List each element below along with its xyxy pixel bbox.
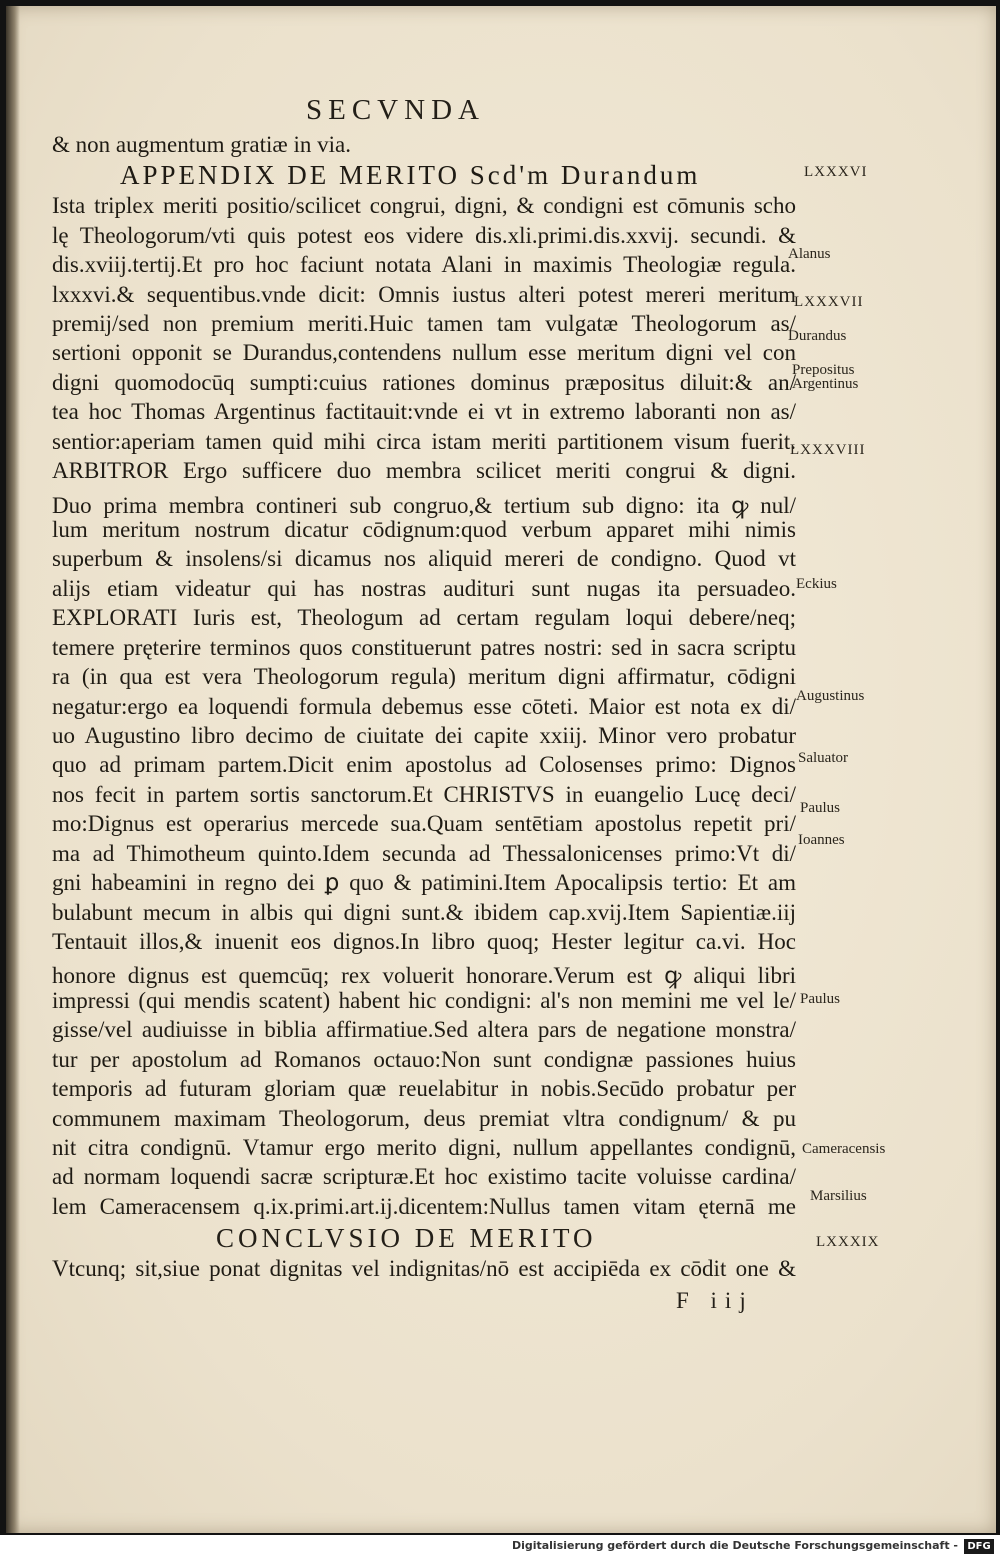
- text-line: superbum & insolens/si dicamus nos aliquid mereri de condigno. Quod vt: [52, 546, 796, 571]
- text-line: dis.xviij.tertij.Et pro hoc faciunt notata Alani in maximis Theologiæ regula.: [52, 252, 796, 277]
- text-line: lxxxvi.& sequentibus.vnde dicit: Omnis iustus alteri potest mereri meritum: [52, 282, 796, 307]
- text-line: honore dignus est quemcūq; rex voluerit honorare.Verum est ꝙ aliqui libri: [52, 963, 796, 988]
- text-line: communem maximam Theologorum, deus premiat vltra condignum/ & pu: [52, 1106, 796, 1131]
- text-line: quo ad primam partem.Dicit enim apostolus ad Colosenses primo: Dignos: [52, 752, 796, 777]
- dfg-logo: DFG: [964, 1539, 994, 1554]
- text-line: alijs etiam videatur qui has nostras audituri sunt nugas ita persuadeo.: [52, 576, 796, 601]
- margin-note-lxxxvii: LXXXVII: [794, 294, 864, 310]
- text-line: gisse/vel audiuisse in biblia affirmatiue.Sed altera pars de negatione monstra/: [52, 1017, 796, 1042]
- margin-note-durandus: Durandus: [788, 328, 847, 344]
- text-line: uo Augustino libro decimo de ciuitate dei capite xxiij. Minor vero probatur: [52, 723, 796, 748]
- text-line: temporis ad futuram gloriam quæ reuelabitur in nobis.Secūdo probatur per: [52, 1076, 796, 1101]
- text-line: lę Theologorum/vti quis potest eos videre dis.xli.primi.dis.xxvij. secundi. &: [52, 223, 796, 248]
- text-line: ad normam loquendi sacræ scripturæ.Et hoc existimo tacite voluisse cardina/: [52, 1164, 796, 1189]
- text-line: lum meritum nostrum dicatur cōdignum:quod verbum apparet mihi nimis: [52, 517, 796, 542]
- margin-note-cameracensis: Cameracensis: [802, 1141, 886, 1157]
- margin-note-paulus: Paulus: [800, 991, 841, 1007]
- margin-note-marsilius: Marsilius: [810, 1188, 867, 1204]
- margin-note-ioannes: Ioannes: [798, 832, 845, 848]
- text-line-last: Vtcunq; sit,siue ponat dignitas vel indignitas/nō est accipiēda ex cōdit one &: [52, 1256, 796, 1281]
- signature-mark: F iij: [676, 1288, 754, 1313]
- margin-note-augustinus: Augustinus: [796, 688, 865, 704]
- footer-bar: [0, 1535, 1000, 1558]
- running-head: SECVNDA: [306, 94, 485, 126]
- text-line: temere pręterire terminos quos constituerunt patres nostri: sed in sacra scriptu: [52, 635, 796, 660]
- margin-note-lxxxviii: LXXXVIII: [790, 442, 866, 458]
- margin-note-alanus: Alanus: [788, 246, 831, 262]
- text-line: impressi (qui mendis scatent) habent hic condigni: al's non memini me vel le/: [52, 988, 796, 1013]
- margin-note-eckius: Eckius: [796, 576, 837, 592]
- margin-note-prepositus: Prepositus: [792, 362, 855, 378]
- text-line: Duo prima membra contineri sub congruo,& tertium sub digno: ita ꝙ nul/: [52, 493, 796, 518]
- text-line: lem Cameracensem q.ix.primi.art.ij.dicentem:Nullus tamen vitam ęternā me: [52, 1194, 796, 1219]
- margin-note-lxxxix: LXXXIX: [816, 1234, 880, 1250]
- text-line: nit citra condignū. Vtamur ergo merito digni, nullum appellantes condignū,: [52, 1135, 796, 1160]
- text-line: & non augmentum gratiæ in via.: [52, 132, 351, 157]
- margin-note-paulus: Paulus: [800, 800, 841, 816]
- text-line: bulabunt mecum in albis qui digni sunt.& ibidem cap.xvij.Item Sapientiæ.iij: [52, 900, 796, 925]
- text-line: Ista triplex meriti positio/scilicet congrui, digni, & condigni est cōmunis scho: [52, 193, 796, 218]
- conclusio-heading: CONCLVSIO DE MERITO: [216, 1223, 597, 1253]
- footer-credit: Digitalisierung gefördert durch die Deutsche Forschungsgemeinschaft -: [511, 1539, 958, 1552]
- text-line: ma ad Thimotheum quinto.Idem secunda ad Thessalonicenses primo:Vt di/: [52, 841, 796, 866]
- margin-note-argentinus: Argentinus: [792, 376, 859, 392]
- margin-note-saluator: Saluator: [798, 750, 848, 766]
- text-line: ra (in qua est vera Theologorum regula) meritum digni affirmatur, cōdigni: [52, 664, 796, 689]
- text-line: Tentauit illos,& inuenit eos dignos.In libro quoq; Hester legitur ca.vi. Hoc: [52, 929, 796, 954]
- text-line: gni habeamini in regno dei ꝑ quo & patimini.Item Apocalipsis tertio: Et am: [52, 870, 796, 895]
- text-line: sentior:aperiam tamen quid mihi circa istam meriti partitionem visum fuerit.: [52, 429, 796, 454]
- text-line: ARBITROR Ergo sufficere duo membra scilicet meriti congrui & digni.: [52, 458, 796, 483]
- margin-note-lxxxvi: LXXXVI: [804, 164, 868, 180]
- text-line: premij/sed non premium meriti.Huic tamen tam vulgatæ Theologorum as/: [52, 311, 796, 336]
- text-line: digni quomodocūq sumpti:cuius rationes dominus præpositus diluit:& an/: [52, 370, 796, 395]
- text-line: mo:Dignus est operarius mercede sua.Quam sentētiam apostolus repetit pri/: [52, 811, 796, 836]
- text-line: tea hoc Thomas Argentinus factitauit:vnde ei vt in extremo laboranti non as/: [52, 399, 796, 424]
- text-line: tur per apostolum ad Romanos octauo:Non sunt condignæ passiones huius: [52, 1047, 796, 1072]
- text-line: sertioni opponit se Durandus,contendens nullum esse meritum digni vel con: [52, 340, 796, 365]
- text-line: negatur:ergo ea loquendi formula debemus esse cōteti. Maior est nota ex di/: [52, 694, 796, 719]
- appendix-heading: APPENDIX DE MERITO Scd'm Durandum: [120, 160, 701, 190]
- text-line: EXPLORATI Iuris est, Theologum ad certam regulam loqui debere/neq;: [52, 605, 796, 630]
- page-gutter: [6, 6, 20, 1533]
- text-line: nos fecit in partem sortis sanctorum.Et CHRISTVS in euangelio Lucę deci/: [52, 782, 796, 807]
